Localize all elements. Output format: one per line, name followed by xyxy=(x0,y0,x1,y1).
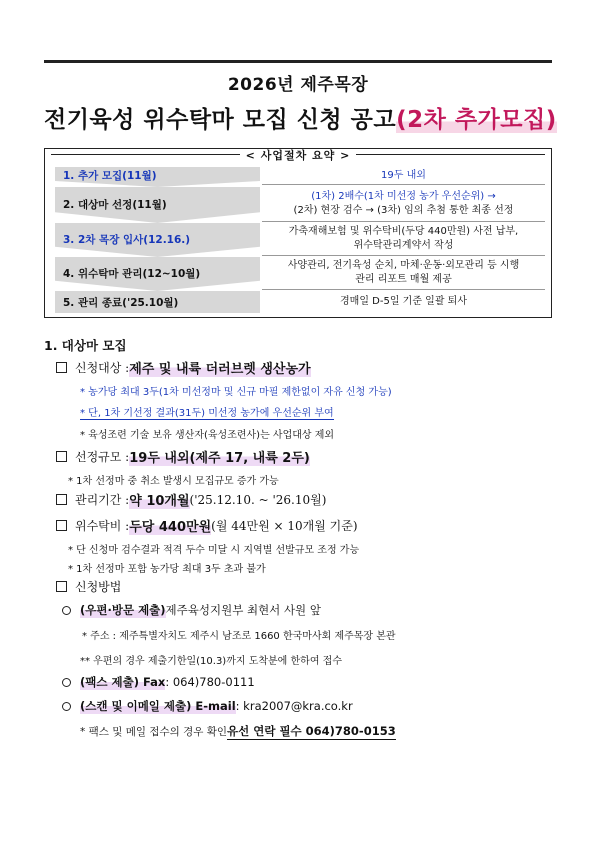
title-accent: (2차 추가모집) xyxy=(396,107,557,133)
summary-heading: < 사업절차 요약 > xyxy=(45,147,551,163)
checkbox-square-icon xyxy=(56,362,67,373)
fee-line xyxy=(56,516,358,535)
target-line xyxy=(56,358,311,377)
method-detail: 제주육성지원부 최현서 사원 앞 xyxy=(165,603,321,617)
fee-detail: (월 44만원 × 10개월 기준) xyxy=(211,519,358,533)
target-label: 신청대상 : xyxy=(75,361,130,375)
step-label: 5. 관리 종료('25.10월) xyxy=(63,296,179,309)
step-label: 3. 2차 목장 입사(12.16.) xyxy=(63,233,191,246)
step-desc: (1차) 2배수(1차 미선정 농가 우선순위) → (2차) 현장 검수 → (3차) 임의 추첨 통한 최종 선정 xyxy=(262,186,545,222)
method-title: (스캔 및 이메일 제출) E-mail xyxy=(80,699,236,713)
circle-bullet-icon xyxy=(62,606,71,615)
step-label: 2. 대상마 선정(11월) xyxy=(63,198,167,211)
step-desc: 19두 내외 xyxy=(262,167,545,185)
scale-note: * 1차 선정마 중 취소 발생시 모집규모 증가 가능 xyxy=(68,476,279,487)
method-item xyxy=(62,674,255,690)
final-note xyxy=(80,723,396,740)
section-title: 1. 대상마 모집 xyxy=(44,338,127,353)
final-note-prefix: * 팩스 및 메일 접수의 경우 확인 xyxy=(80,726,227,738)
method-detail: : kra2007@kra.co.kr xyxy=(235,699,353,713)
method-label: 신청방법 xyxy=(75,580,122,594)
target-note: * 농가당 최대 3두(1차 미선정마 및 신규 마필 제한없이 자유 신청 가능) xyxy=(80,387,392,398)
method-item xyxy=(62,602,321,618)
circle-bullet-icon xyxy=(62,678,71,687)
method-line xyxy=(56,578,121,595)
final-note-emphasis: 유선 연락 필수 064)780-0153 xyxy=(227,724,396,738)
top-rule xyxy=(44,60,552,63)
period-value: 약 10개월 xyxy=(129,490,189,509)
step-desc: 사양관리, 전기육성 순치, 마체·운동·외모관리 등 시행 관리 리포트 매월 제공 xyxy=(262,256,545,290)
target-note: * 단, 1차 기선정 결과(31두) 미선정 농가에 우선순위 부여 xyxy=(80,408,334,419)
mail-note: ** 우편의 경우 제출기한일(10.3)까지 도착분에 한하여 접수 xyxy=(80,656,343,667)
page-title-line2 xyxy=(44,101,557,134)
step-desc: 가축재해보험 및 위수탁비(두당 440만원) 사전 납부, 위수탁관리계약서 작성 xyxy=(262,222,545,256)
target-value: 제주 및 내륙 더러브렛 생산농가 xyxy=(129,358,310,377)
target-note: * 육성조련 기술 보유 생산자(육성조련사)는 사업대상 제외 xyxy=(80,430,335,441)
period-detail: ('25.12.10. ~ '26.10월) xyxy=(189,493,327,507)
fee-note: * 단 신청마 검수결과 적격 두수 미달 시 지역별 선발규모 조정 가능 xyxy=(68,545,360,556)
period-line xyxy=(56,490,326,509)
checkbox-square-icon xyxy=(56,520,67,531)
mail-note: * 주소 : 제주특별자치도 제주시 남조로 1660 한국마사회 제주목장 본관 xyxy=(82,631,396,642)
scale-value: 19두 내외(제주 17, 내륙 2두) xyxy=(129,447,310,466)
fee-label: 위수탁비 : xyxy=(75,519,130,533)
fee-note: * 1차 선정마 포함 농가당 최대 3두 초과 불가 xyxy=(68,564,266,575)
title-main: 전기육성 위수탁마 모집 신청 공고 xyxy=(44,107,397,133)
method-detail: : 064)780-0111 xyxy=(165,675,255,689)
step-label: 1. 추가 모집(11월) xyxy=(63,169,157,182)
checkbox-square-icon xyxy=(56,494,67,505)
step-label: 4. 위수탁마 관리(12~10월) xyxy=(63,267,201,280)
method-title: (우편·방문 제출) xyxy=(80,603,166,617)
fee-value: 두당 440만원 xyxy=(129,516,211,535)
scale-line xyxy=(56,447,310,466)
circle-bullet-icon xyxy=(62,702,71,711)
title-block xyxy=(44,70,557,134)
checkbox-square-icon xyxy=(56,581,67,592)
checkbox-square-icon xyxy=(56,451,67,462)
step-desc: 경매일 D-5일 기준 일괄 퇴사 xyxy=(340,296,467,307)
period-label: 관리기간 : xyxy=(75,493,130,507)
scale-label: 선정규모 : xyxy=(75,450,130,464)
procedure-summary-box xyxy=(44,148,552,318)
method-item xyxy=(62,698,353,714)
method-title: (팩스 제출) Fax xyxy=(80,675,166,689)
page-title-line1: 2026년 제주목장 xyxy=(227,75,369,95)
